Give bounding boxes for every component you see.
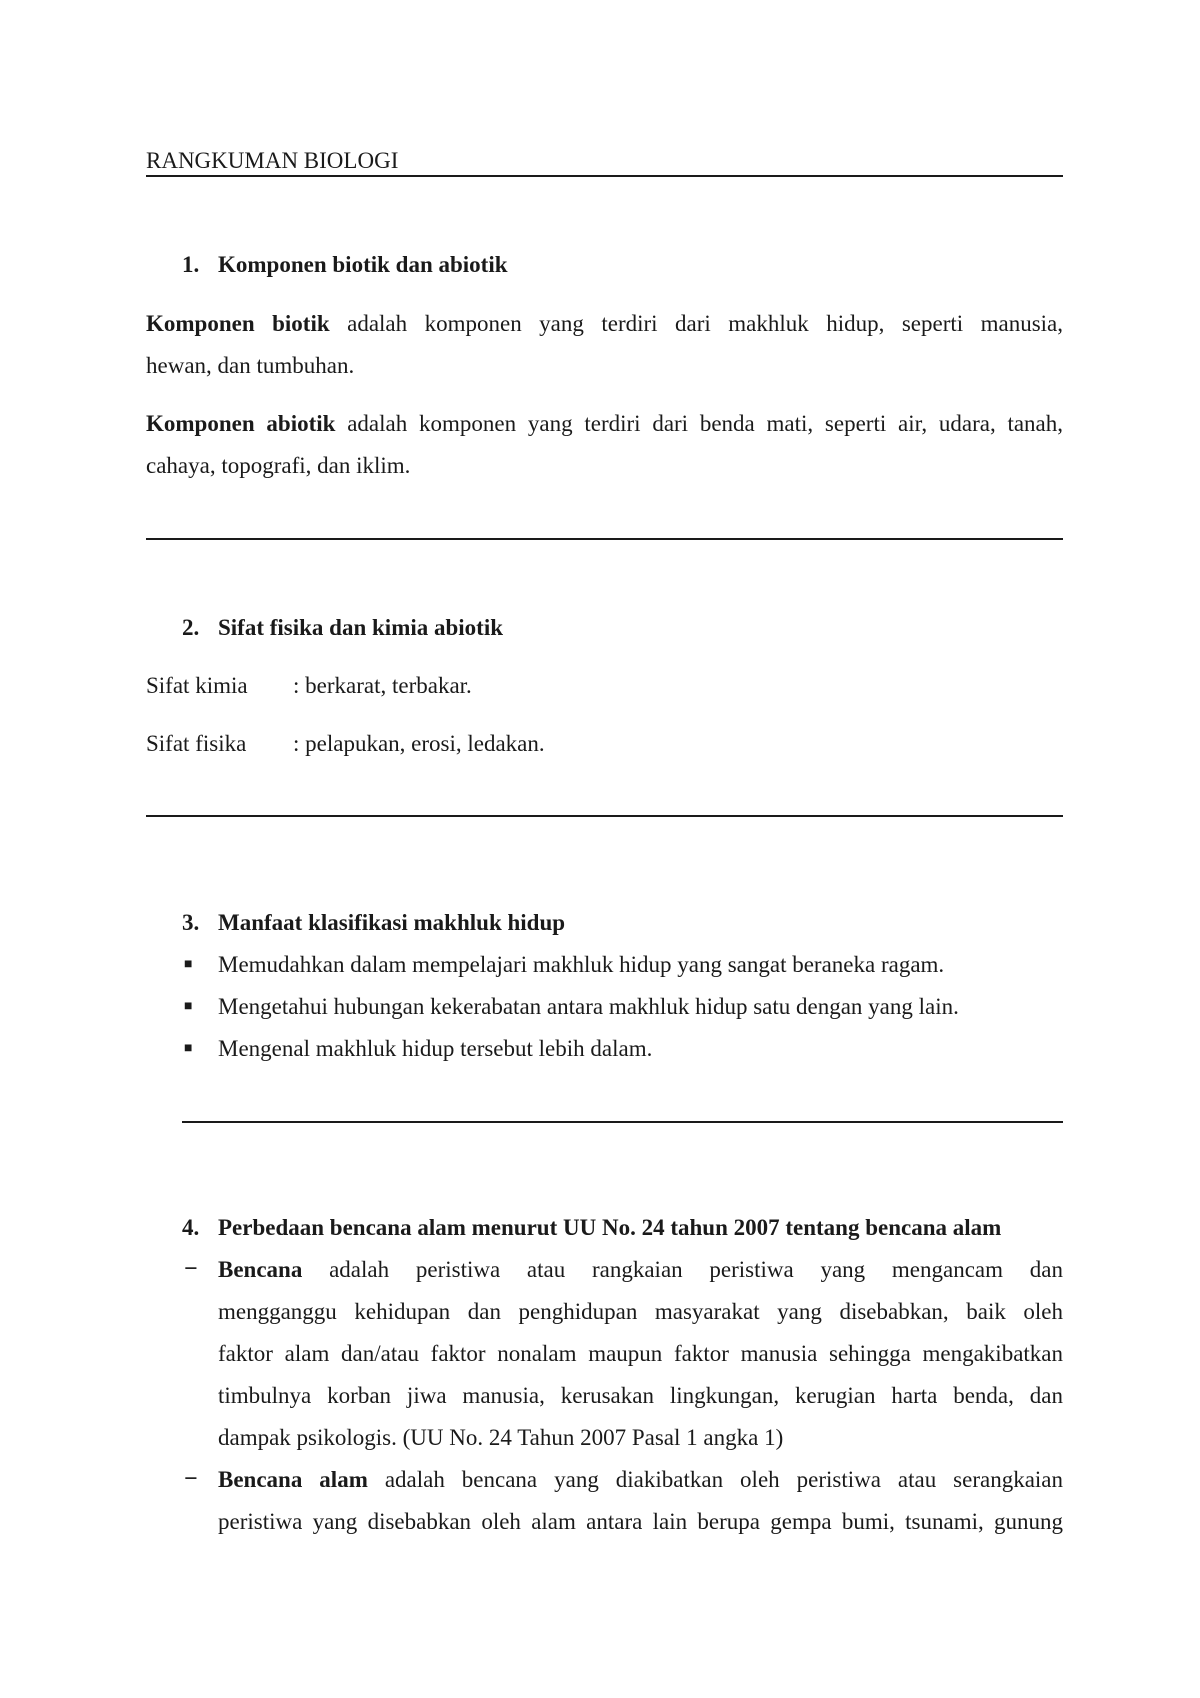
- section-2-heading: [182, 607, 503, 649]
- property-value-kimia: : berkarat, terbakar.: [293, 673, 472, 698]
- dash-icon: −: [184, 1466, 198, 1492]
- bencana-line-5: dampak psikologis. (UU No. 24 Tahun 2007 Pasal 1 angka 1): [218, 1425, 784, 1450]
- bencana-line-2: mengganggu kehidupan dan penghidupan masyarakat yang disebabkan, baik oleh: [218, 1299, 1063, 1324]
- bullet-icon: ■: [184, 957, 193, 972]
- term-bencana: Bencana: [218, 1257, 303, 1282]
- section-2-title: Sifat fisika dan kimia abiotik: [218, 615, 504, 640]
- bullet-icon: ■: [184, 1041, 193, 1056]
- section-divider-3: [182, 1121, 1063, 1123]
- paragraph-biotik-line-2: hewan, dan tumbuhan.: [146, 353, 355, 378]
- paragraph-biotik-text: adalah komponen yang terdiri dari makhluk hidup, seperti manusia,: [347, 311, 1064, 336]
- term-biotik: Komponen biotik: [146, 311, 330, 336]
- paragraph-abiotik-line-2: cahaya, topografi, dan iklim.: [146, 453, 411, 478]
- term-abiotik: Komponen abiotik: [146, 411, 336, 436]
- dash-icon: −: [184, 1256, 198, 1282]
- bencana-text: adalah peristiwa atau rangkaian peristiwa yang mengancam dan: [329, 1257, 1063, 1282]
- section-3-number: 3.: [182, 910, 200, 935]
- list-item: Mengenal makhluk hidup tersebut lebih dalam.: [218, 1036, 653, 1061]
- bencana-alam-line-2: peristiwa yang disebabkan oleh alam antara lain berupa gempa bumi, tsunami, gunung: [218, 1509, 1063, 1534]
- paragraph-abiotik-text: adalah komponen yang terdiri dari benda mati, seperti air, udara, tanah,: [347, 411, 1064, 436]
- bencana-line-3: faktor alam dan/atau faktor nonalam maupun faktor manusia sehingga mengakibatkan: [218, 1341, 1063, 1366]
- title-underline: [146, 175, 1063, 177]
- bencana-line-1: [218, 1249, 1063, 1291]
- section-4-number: 4.: [182, 1215, 200, 1240]
- section-2-number: 2.: [182, 615, 200, 640]
- section-1-title: Komponen biotik dan abiotik: [218, 252, 508, 277]
- section-1-heading: [182, 244, 508, 286]
- bencana-alam-line-1: [218, 1459, 1063, 1501]
- list-item: Memudahkan dalam mempelajari makhluk hidup yang sangat beraneka ragam.: [218, 952, 945, 977]
- bencana-alam-text: adalah bencana yang diakibatkan oleh peristiwa atau serangkaian: [384, 1467, 1063, 1492]
- section-divider-1: [146, 538, 1063, 540]
- section-3-heading: [182, 902, 565, 944]
- property-value-fisika: : pelapukan, erosi, ledakan.: [293, 731, 545, 756]
- document-title: RANGKUMAN BIOLOGI: [146, 148, 399, 173]
- list-item: Mengetahui hubungan kekerabatan antara makhluk hidup satu dengan yang lain.: [218, 994, 959, 1019]
- section-divider-2: [146, 815, 1063, 817]
- paragraph-abiotik-line-1: [146, 403, 1063, 445]
- property-row-kimia: [146, 665, 472, 707]
- section-4-heading: [182, 1207, 1001, 1249]
- term-bencana-alam: Bencana alam: [218, 1467, 368, 1492]
- property-label-fisika: Sifat fisika: [146, 731, 247, 756]
- section-1-number: 1.: [182, 252, 200, 277]
- property-label-kimia: Sifat kimia: [146, 673, 248, 698]
- paragraph-biotik-line-1: [146, 303, 1063, 345]
- section-3-title: Manfaat klasifikasi makhluk hidup: [218, 910, 566, 935]
- property-row-fisika: [146, 723, 545, 765]
- bullet-icon: ■: [184, 999, 193, 1014]
- bencana-line-4: timbulnya korban jiwa manusia, kerusakan lingkungan, kerugian harta benda, dan: [218, 1383, 1063, 1408]
- section-4-title: Perbedaan bencana alam menurut UU No. 24 tahun 2007 tentang bencana alam: [218, 1215, 1002, 1240]
